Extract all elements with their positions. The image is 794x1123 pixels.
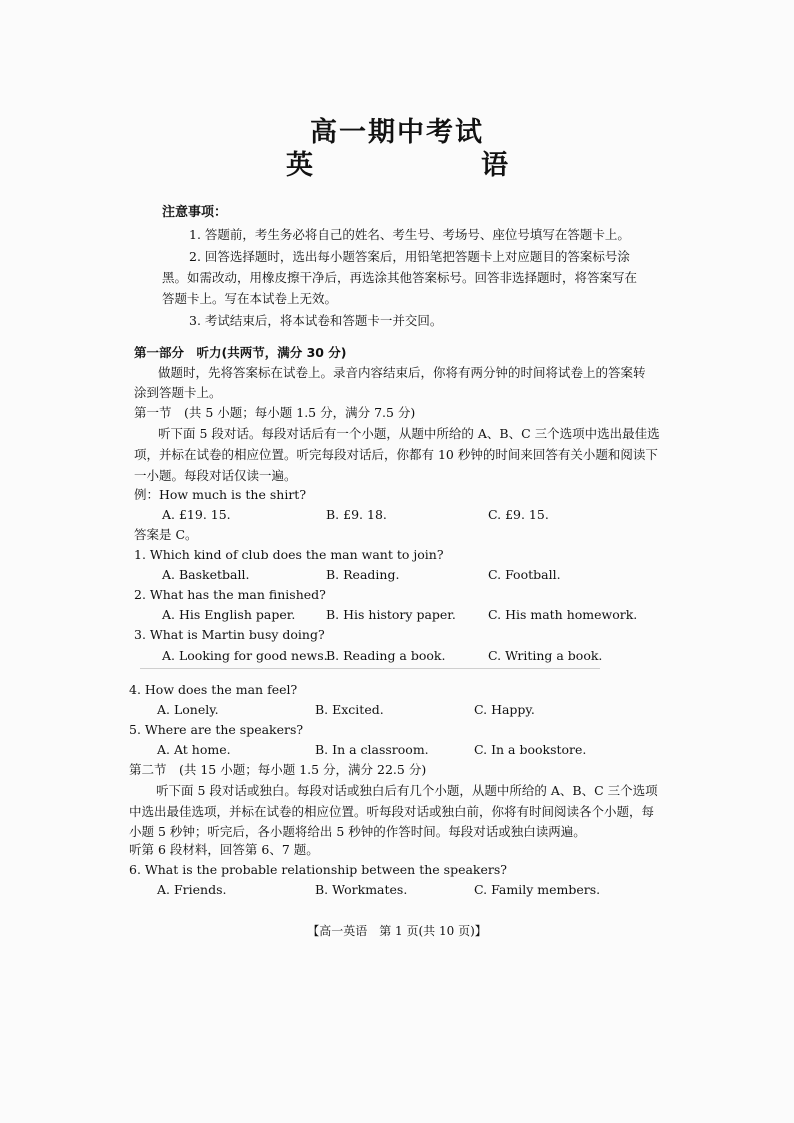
part1-heading: 第一部分 听力(共两节，满分 30 分)	[134, 345, 347, 360]
question-1: 1. Which kind of club does the man want to join?	[134, 547, 444, 562]
example-option-b: B. £9. 18.	[326, 507, 387, 522]
q2-option-a: A. His English paper.	[162, 607, 296, 622]
notes-item: 2. 回答选择题时，选出每小题答案后，用铅笔把答题卡上对应题目的答案标号涂	[189, 249, 630, 264]
notes-item: 黑。如需改动，用橡皮擦干净后，再选涂其他答案标号。回答非选择题时，将答案写在	[162, 270, 638, 285]
q1-option-b: B. Reading.	[326, 567, 400, 582]
section2-heading: 第二节 (共 15 小题；每小题 1.5 分，满分 22.5 分)	[129, 762, 427, 777]
q4-option-a: A. Lonely.	[157, 702, 219, 717]
q3-option-c: C. Writing a book.	[488, 648, 603, 663]
part1-intro: 涂到答题卡上。	[134, 385, 222, 400]
q4-option-c: C. Happy.	[474, 702, 535, 717]
question-6: 6. What is the probable relationship between the speakers?	[129, 862, 507, 877]
section1-heading: 第一节 (共 5 小题；每小题 1.5 分，满分 7.5 分)	[134, 405, 416, 420]
part1-intro: 做题时，先将答案标在试卷上。录音内容结束后，你将有两分钟的时间将试卷上的答案转	[158, 365, 646, 380]
q6-option-c: C. Family members.	[474, 882, 601, 897]
q3-option-b: B. Reading a book.	[326, 648, 446, 663]
example-question: 例：How much is the shirt?	[134, 487, 307, 502]
q1-option-c: C. Football.	[488, 567, 561, 582]
notes-item: 1. 答题前，考生务必将自己的姓名、考生号、考场号、座位号填写在答题卡上。	[189, 227, 630, 242]
notes-item: 答题卡上。写在本试卷上无效。	[162, 291, 338, 306]
example-option-c: C. £9. 15.	[488, 507, 549, 522]
q4-option-b: B. Excited.	[315, 702, 384, 717]
section1-intro: 项，并标在试卷的相应位置。听完每段对话后，你都有 10 秒钟的时间来回答有关小题和阅读下	[134, 447, 658, 462]
q5-option-a: A. At home.	[157, 742, 231, 757]
q5-option-b: B. In a classroom.	[315, 742, 429, 757]
section1-intro: 一小题。每段对话仅读一遍。	[134, 468, 297, 483]
q2-option-b: B. His history paper.	[326, 607, 456, 622]
question-5: 5. Where are the speakers?	[129, 722, 304, 737]
q6-option-b: B. Workmates.	[315, 882, 408, 897]
scan-artifact-line	[140, 668, 600, 669]
example-answer: 答案是 C。	[134, 527, 198, 542]
page-footer: 【高一英语 第 1 页(共 10 页)】	[307, 924, 487, 938]
section1-intro: 听下面 5 段对话。每段对话后有一个小题，从题中所给的 A、B、C 三个选项中选出最佳选	[158, 426, 660, 441]
q2-option-c: C. His math homework.	[488, 607, 638, 622]
subject-title: 英 语	[286, 150, 546, 181]
notes-item: 3. 考试结束后，将本试卷和答题卡一并交回。	[189, 313, 443, 328]
question-3: 3. What is Martin busy doing?	[134, 627, 325, 642]
question-2: 2. What has the man finished?	[134, 587, 326, 602]
section2-intro: 中选出最佳选项，并标在试卷的相应位置。听每段对话或独白前，你将有时间阅读各个小题，每	[129, 804, 655, 819]
question-4: 4. How does the man feel?	[129, 682, 298, 697]
q5-option-c: C. In a bookstore.	[474, 742, 587, 757]
q6-option-a: A. Friends.	[157, 882, 227, 897]
q1-option-a: A. Basketball.	[162, 567, 250, 582]
section2-intro: 小题 5 秒钟；听完后，各小题将给出 5 秒钟的作答时间。每段对话或独白读两遍。	[129, 824, 586, 839]
notes-heading: 注意事项：	[162, 205, 228, 220]
q3-option-a: A. Looking for good news.	[162, 648, 328, 663]
section2-intro: 听下面 5 段对话或独白。每段对话或独白后有几个小题，从题中所给的 A、B、C 三个选项	[156, 783, 658, 798]
section2-material: 听第 6 段材料，回答第 6、7 题。	[129, 842, 319, 857]
example-option-a: A. £19. 15.	[162, 507, 231, 522]
exam-title: 高一期中考试	[310, 117, 484, 148]
